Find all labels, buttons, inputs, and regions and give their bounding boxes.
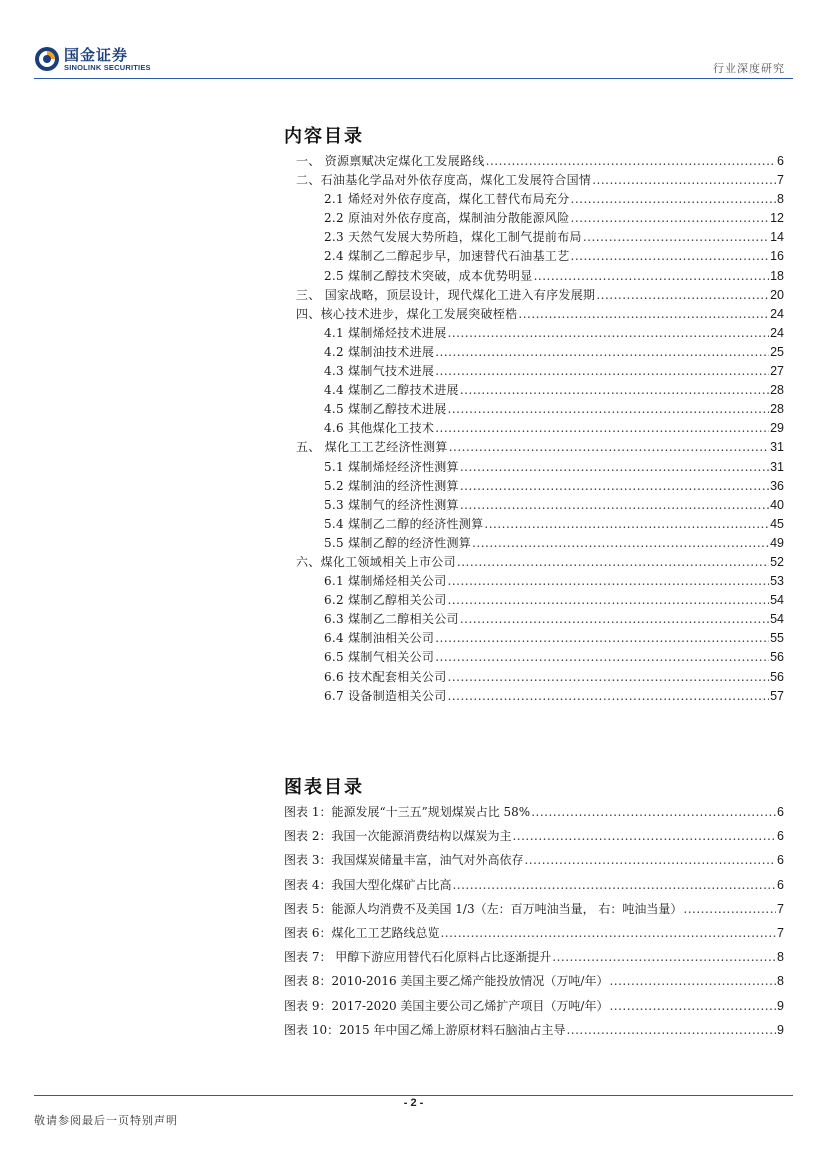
toc-entry-label: 5.2 煤制油的经济性测算 xyxy=(324,478,459,493)
toc-entry-label: 4.6 其他煤化工技术 xyxy=(324,421,435,436)
figure-entry-label: 图表 6：煤化工工艺路线总览 xyxy=(284,925,440,940)
toc-entry-page: 49 xyxy=(770,535,784,550)
toc-entry-page: 8 xyxy=(777,192,784,207)
toc-leader-dots xyxy=(435,629,769,648)
toc-entry-label: 2.5 煤制乙醇技术突破，成本优势明显 xyxy=(324,268,533,283)
toc-entry-label: 6.7 设备制造相关公司 xyxy=(324,688,447,703)
toc-leader-dots xyxy=(460,610,769,629)
figure-entry-label: 图表 9：2017-2020 美国主要公司乙烯扩产项目（万吨/年） xyxy=(284,998,609,1013)
toc-leader-dots xyxy=(460,381,769,400)
toc-entry-page: 36 xyxy=(770,478,784,493)
toc-entry-label: 五、 煤化工工艺经济性测算 xyxy=(296,440,448,455)
toc-entry-label: 5.3 煤制气的经济性测算 xyxy=(324,497,459,512)
toc-entry-label: 2.4 煤制乙二醇起步早，加速替代石油基工艺 xyxy=(324,249,570,264)
toc-entry-page: 53 xyxy=(770,574,784,589)
figure-entry-page: 8 xyxy=(777,974,784,989)
toc-leader-dots xyxy=(448,400,770,419)
toc-entry-page: 56 xyxy=(770,650,784,665)
toc-entry-page: 45 xyxy=(770,516,784,531)
toc-entry[interactable] xyxy=(284,171,784,190)
toc-entry[interactable] xyxy=(284,324,784,343)
toc-entry-page: 31 xyxy=(770,459,784,474)
toc-entry-page: 57 xyxy=(770,688,784,703)
toc-entry[interactable] xyxy=(284,534,784,553)
toc-leader-dots xyxy=(592,171,776,190)
contents-list xyxy=(284,152,784,706)
toc-leader-dots xyxy=(460,477,769,496)
disclaimer-text: 敬请参阅最后一页特别声明 xyxy=(34,1114,178,1127)
toc-entry-label: 6.1 煤制烯烃相关公司 xyxy=(324,574,447,589)
toc-entry-label: 4.1 煤制烯烃技术进展 xyxy=(324,325,447,340)
toc-leader-dots xyxy=(435,362,769,381)
toc-entry-label: 4.3 煤制气技术进展 xyxy=(324,364,435,379)
toc-leader-dots xyxy=(449,438,769,457)
figure-entry-label: 图表 3：我国煤炭储量丰富，油气对外高依存 xyxy=(284,853,524,868)
toc-entry[interactable] xyxy=(284,152,784,171)
toc-entry-label: 一、 资源禀赋决定煤化工发展路线 xyxy=(296,154,485,168)
page-header xyxy=(0,0,827,80)
figure-entry-page: 6 xyxy=(777,877,784,892)
figure-entry-page: 7 xyxy=(777,901,784,916)
toc-entry[interactable] xyxy=(284,343,784,362)
toc-entry-page: 28 xyxy=(770,402,784,417)
toc-entry-label: 六、煤化工领域相关上市公司 xyxy=(296,554,456,569)
toc-leader-dots xyxy=(448,572,770,591)
logo-chinese-name: 国金证券 xyxy=(64,45,129,64)
toc-entry-page: 20 xyxy=(770,287,784,302)
toc-entry[interactable] xyxy=(284,515,784,534)
toc-leader-dots xyxy=(448,687,770,706)
toc-leader-dots xyxy=(472,534,769,553)
logo-english-name: SINOLINK SECURITIES xyxy=(64,62,151,72)
figure-entry-label: 图表 10：2015 年中国乙烯上游原材料石脑油占主导 xyxy=(284,1022,566,1037)
header-divider xyxy=(34,78,793,79)
toc-leader-dots xyxy=(596,286,769,305)
figure-leader-dots xyxy=(609,969,776,993)
toc-entry[interactable] xyxy=(284,648,784,667)
toc-leader-dots xyxy=(571,209,770,228)
toc-leader-dots xyxy=(435,343,769,362)
toc-entry[interactable] xyxy=(284,286,784,305)
toc-entry[interactable] xyxy=(284,267,784,286)
figure-entry-page: 9 xyxy=(777,998,784,1013)
toc-leader-dots xyxy=(460,496,769,515)
toc-entry[interactable] xyxy=(284,496,784,515)
toc-entry[interactable] xyxy=(284,610,784,629)
toc-entry-label: 5.4 煤制乙二醇的经济性测算 xyxy=(324,516,484,531)
figure-leader-dots xyxy=(566,1018,776,1042)
toc-entry-label: 三、 国家战略，顶层设计，现代煤化工进入有序发展期 xyxy=(296,287,596,302)
toc-entry[interactable] xyxy=(284,591,784,610)
figure-leader-dots xyxy=(512,824,776,848)
toc-entry-page: 16 xyxy=(770,249,784,264)
toc-entry-page: 54 xyxy=(770,593,784,608)
figure-entry[interactable] xyxy=(284,897,784,921)
toc-leader-dots xyxy=(448,668,770,687)
toc-entry[interactable] xyxy=(284,687,784,706)
figures-title: 图表目录 xyxy=(284,777,364,798)
toc-entry-page: 12 xyxy=(770,211,784,226)
toc-entry-label: 2.2 原油对外依存度高，煤制油分散能源风险 xyxy=(324,211,570,226)
figure-leader-dots xyxy=(552,945,776,969)
toc-leader-dots xyxy=(435,419,769,438)
toc-entry-label: 2.1 烯烃对外依存度高，煤化工替代布局充分 xyxy=(324,192,570,207)
toc-entry[interactable] xyxy=(284,419,784,438)
toc-leader-dots xyxy=(435,648,769,667)
toc-entry[interactable] xyxy=(284,438,784,457)
toc-entry-page: 56 xyxy=(770,669,784,684)
toc-leader-dots xyxy=(457,553,769,572)
toc-leader-dots xyxy=(448,324,770,343)
toc-entry[interactable] xyxy=(284,209,784,228)
toc-entry-page: 24 xyxy=(770,306,784,321)
toc-entry-label: 4.2 煤制油技术进展 xyxy=(324,344,435,359)
figure-entry-label: 图表 7： 甲醇下游应用替代石化原料占比逐渐提升 xyxy=(284,950,552,965)
toc-entry-page: 52 xyxy=(770,554,784,569)
toc-entry-label: 6.6 技术配套相关公司 xyxy=(324,669,447,684)
toc-entry[interactable] xyxy=(284,458,784,477)
figure-entry-page: 9 xyxy=(777,1022,784,1037)
toc-leader-dots xyxy=(534,267,769,286)
figure-entry[interactable] xyxy=(284,848,784,872)
toc-entry-label: 5.1 煤制烯烃经济性测算 xyxy=(324,459,459,474)
toc-entry[interactable] xyxy=(284,668,784,687)
figure-leader-dots xyxy=(440,921,776,945)
figure-entry-label: 图表 4：我国大型化煤矿占比高 xyxy=(284,877,452,892)
figure-leader-dots xyxy=(452,873,776,897)
toc-leader-dots xyxy=(460,458,769,477)
figure-entry[interactable] xyxy=(284,800,784,824)
toc-entry-page: 28 xyxy=(770,383,784,398)
figure-entry[interactable] xyxy=(284,921,784,945)
figure-entry-page: 6 xyxy=(777,853,784,868)
toc-entry-label: 2.3 天然气发展大势所趋，煤化工制气提前布局 xyxy=(324,230,582,245)
toc-leader-dots xyxy=(571,190,777,209)
toc-entry-page: 7 xyxy=(777,173,784,188)
toc-leader-dots xyxy=(448,591,770,610)
figure-entry-label: 图表 2：我国一次能源消费结构以煤炭为主 xyxy=(284,829,512,844)
figure-entry-label: 图表 5：能源人均消费不及美国 1/3（左：百万吨油当量， 右：吨油当量） xyxy=(284,901,683,916)
toc-entry-label: 6.4 煤制油相关公司 xyxy=(324,631,435,646)
toc-entry-page: 55 xyxy=(770,631,784,646)
toc-entry-label: 四、核心技术进步，煤化工发展突破桎梏 xyxy=(296,306,518,321)
toc-entry-page: 31 xyxy=(770,440,784,455)
figures-section xyxy=(284,773,784,1042)
figure-leader-dots xyxy=(609,994,776,1018)
toc-entry-label: 二、石油基化学品对外依存度高，煤化工发展符合国情 xyxy=(296,173,592,188)
toc-entry-page: 6 xyxy=(777,154,784,168)
figure-entry-page: 6 xyxy=(777,805,784,819)
toc-entry-page: 54 xyxy=(770,612,784,627)
sinolink-logo-icon xyxy=(34,46,60,72)
toc-leader-dots xyxy=(518,305,769,324)
toc-entry[interactable] xyxy=(284,362,784,381)
figure-entry[interactable] xyxy=(284,873,784,897)
toc-entry-label: 6.3 煤制乙二醇相关公司 xyxy=(324,612,459,627)
figure-entry[interactable] xyxy=(284,1018,784,1042)
toc-entry-page: 40 xyxy=(770,497,784,512)
toc-leader-dots xyxy=(486,152,776,171)
figure-entry-page: 8 xyxy=(777,950,784,965)
figure-entry-label: 图表 8：2010-2016 美国主要乙烯产能投放情况（万吨/年） xyxy=(284,974,609,989)
toc-entry-page: 18 xyxy=(770,268,784,283)
toc-entry-page: 25 xyxy=(770,344,784,359)
toc-entry-label: 6.5 煤制气相关公司 xyxy=(324,650,435,665)
figures-list xyxy=(284,800,784,1042)
figure-entry-page: 6 xyxy=(777,829,784,844)
contents-title: 内容目录 xyxy=(284,126,364,147)
company-logo xyxy=(34,46,151,72)
figure-entry-label: 图表 1：能源发展“十三五”规划煤炭占比 58% xyxy=(284,805,531,819)
toc-entry[interactable] xyxy=(284,572,784,591)
toc-entry[interactable] xyxy=(284,553,784,572)
toc-entry[interactable] xyxy=(284,400,784,419)
toc-entry-label: 6.2 煤制乙醇相关公司 xyxy=(324,593,447,608)
figure-leader-dots xyxy=(524,848,776,872)
figure-entry[interactable] xyxy=(284,824,784,848)
toc-entry-label: 5.5 煤制乙醇的经济性测算 xyxy=(324,535,472,550)
figure-leader-dots xyxy=(683,897,776,921)
contents-section xyxy=(284,122,784,706)
toc-leader-dots xyxy=(571,247,770,266)
toc-entry[interactable] xyxy=(284,477,784,496)
footer-divider xyxy=(34,1095,793,1096)
toc-entry[interactable] xyxy=(284,190,784,209)
toc-entry[interactable] xyxy=(284,247,784,266)
figure-entry[interactable] xyxy=(284,994,784,1018)
page-number: - 2 - xyxy=(403,1097,424,1109)
toc-entry-page: 27 xyxy=(770,364,784,379)
toc-entry[interactable] xyxy=(284,381,784,400)
toc-entry-page: 14 xyxy=(770,230,784,245)
figure-entry-page: 7 xyxy=(777,925,784,940)
toc-entry-label: 4.4 煤制乙二醇技术进展 xyxy=(324,383,459,398)
toc-entry[interactable] xyxy=(284,305,784,324)
figure-entry[interactable] xyxy=(284,945,784,969)
toc-entry[interactable] xyxy=(284,629,784,648)
toc-leader-dots xyxy=(484,515,769,534)
toc-entry-label: 4.5 煤制乙醇技术进展 xyxy=(324,402,447,417)
figure-leader-dots xyxy=(531,800,776,824)
report-type: 行业深度研究 xyxy=(713,62,785,75)
toc-entry-page: 29 xyxy=(770,421,784,436)
toc-leader-dots xyxy=(583,228,769,247)
figure-entry[interactable] xyxy=(284,969,784,993)
toc-entry-page: 24 xyxy=(770,325,784,340)
toc-entry[interactable] xyxy=(284,228,784,247)
